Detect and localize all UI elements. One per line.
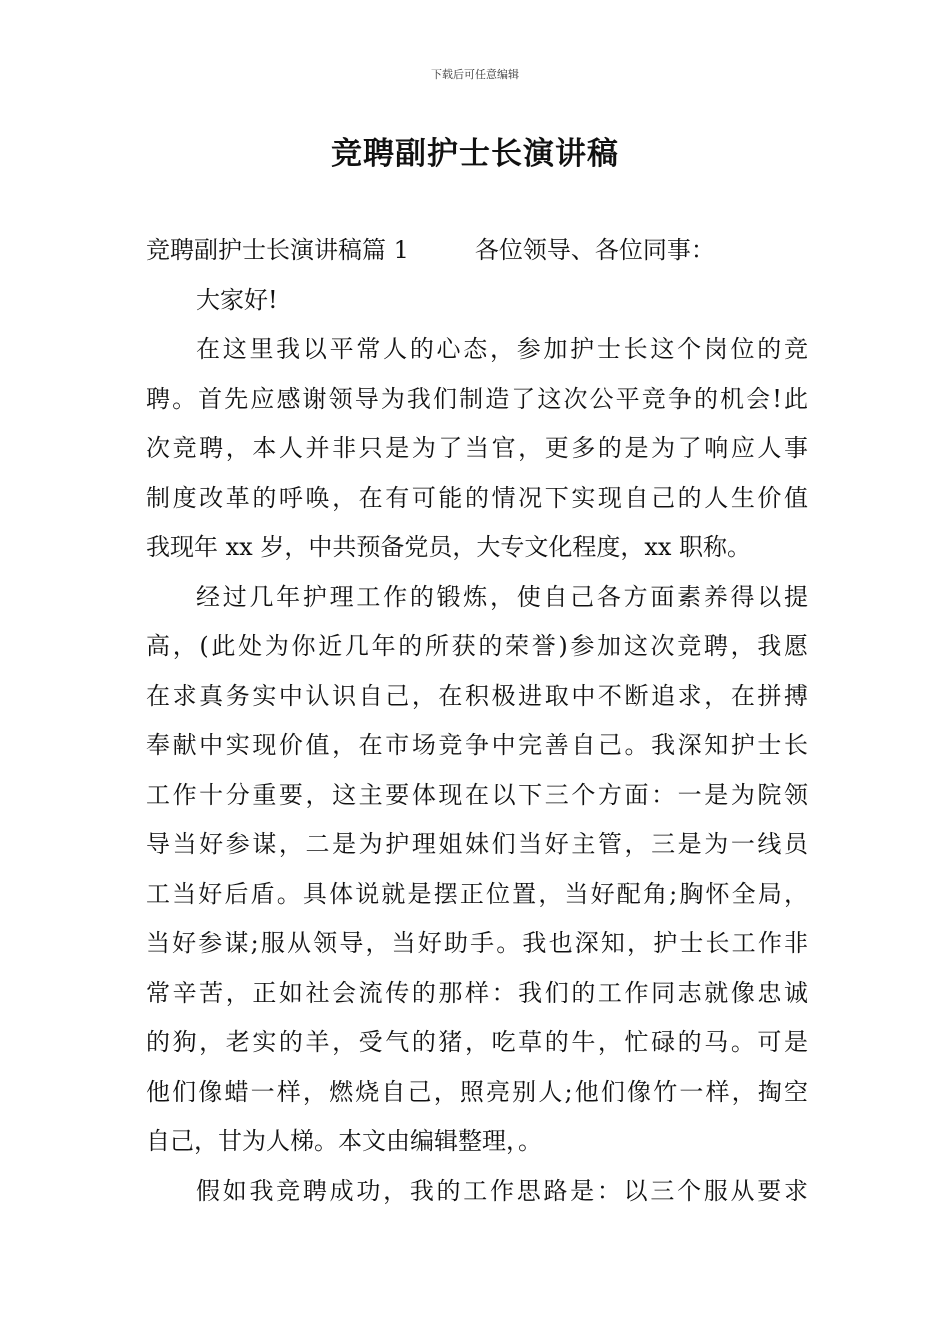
paragraph-line: 工作十分重要，这主要体现在以下三个方面：一是为院领 <box>146 780 808 809</box>
paragraph-line: 高，(此处为你近几年的所获的荣誉)参加这次竞聘，我愿 <box>146 632 808 660</box>
section-heading: 竞聘副护士长演讲稿篇 1 <box>146 236 409 264</box>
paragraph-line: 当好参谋;服从领导，当好助手。我也深知，护士长工作非 <box>146 929 808 957</box>
intro-line <box>146 226 808 276</box>
paragraph-line: 经过几年护理工作的锻炼，使自己各方面素养得以提 <box>196 582 808 611</box>
paragraph-line: 自己，甘为人梯。本文由编辑整理，。 <box>146 1127 542 1155</box>
paragraph-line: 的狗，老实的羊，受气的猪，吃草的牛，忙碌的马。可是 <box>146 1028 808 1056</box>
paragraph-line: 我现年 xx 岁，中共预备党员，大专文化程度，xx 职称。 <box>146 533 752 561</box>
paragraph-line: 奉献中实现价值，在市场竞争中完善自己。我深知护士长 <box>146 731 808 759</box>
paragraph-line: 他们像蜡一样，燃烧自己，照亮别人;他们像竹一样，掏空 <box>146 1077 808 1106</box>
paragraph-line: 假如我竞聘成功，我的工作思路是：以三个服从要求 <box>196 1176 808 1205</box>
paragraph-2 <box>146 573 808 1167</box>
salutation: 各位领导、各位同事： <box>474 236 715 264</box>
paragraph-line: 在这里我以平常人的心态，参加护士长这个岗位的竞 <box>196 335 808 363</box>
document-body <box>146 226 808 1216</box>
paragraph-1 <box>146 325 808 573</box>
paragraph-line: 次竞聘，本人并非只是为了当官，更多的是为了响应人事 <box>146 434 808 462</box>
paragraph-line: 制度改革的呼唤，在有可能的情况下实现自己的人生价值 <box>146 483 808 512</box>
header-note: 下载后可任意编辑 <box>431 68 519 81</box>
paragraph-line: 在求真务实中认识自己，在积极进取中不断追求，在拼搏 <box>146 681 808 710</box>
document-title: 竞聘副护士长演讲稿 <box>331 136 619 172</box>
paragraph-line: 常辛苦，正如社会流传的那样：我们的工作同志就像忠诚 <box>146 978 808 1007</box>
greeting: 大家好! <box>196 285 278 314</box>
paragraph-line: 工当好后盾。具体说就是摆正位置，当好配角;胸怀全局， <box>146 879 808 908</box>
paragraph-3 <box>146 1167 808 1217</box>
paragraph-line: 聘。首先应感谢领导为我们制造了这次公平竞争的机会!此 <box>146 384 808 413</box>
paragraph-line: 导当好参谋，二是为护理姐妹们当好主管，三是为一线员 <box>146 830 808 858</box>
